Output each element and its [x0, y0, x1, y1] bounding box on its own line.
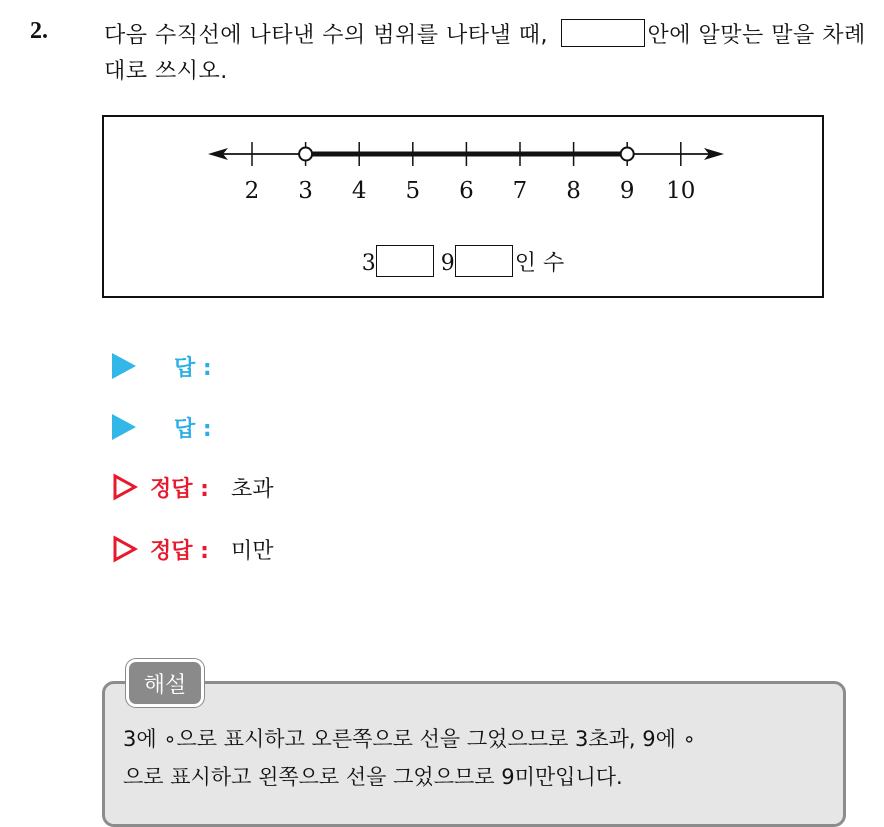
correct-answer-label: 정답 :: [150, 476, 209, 502]
tick-label: 7: [512, 178, 528, 204]
question-text-part1: 다음 수직선에 나타낸 수의 범위를 나타낼 때,: [104, 23, 556, 48]
play-triangle-icon: [112, 414, 136, 440]
tick-label: 9: [619, 178, 635, 204]
explanation-text: [123, 720, 823, 796]
explanation-line-1: 3에 ∘으로 표시하고 오른쪽으로 선을 그었으므로 3초과, 9에 ∘: [123, 727, 696, 751]
tick-label: 8: [566, 178, 581, 204]
outline-triangle-icon: [112, 535, 138, 563]
explanation-tab: 해설: [126, 659, 204, 707]
interval-expression: [104, 245, 822, 277]
question-text-part2: 안에 알맞는 말을 차례대로 쓰시오.: [104, 23, 866, 84]
answer-row-2: [112, 410, 212, 444]
interval-blank-1: [376, 245, 434, 277]
correct-answer-value: 초과: [230, 476, 274, 502]
tick-label: 3: [298, 178, 313, 204]
interval-blank-2: [455, 245, 513, 277]
explanation-line-2: 으로 표시하고 왼쪽으로 선을 그었으므로 9미만입니다.: [123, 765, 623, 789]
interval-right-value: 9: [440, 251, 455, 276]
tick-label: 4: [351, 178, 367, 204]
correct-answer-row-1: [112, 470, 273, 504]
outline-triangle-icon: [112, 473, 138, 501]
tick-label: 10: [666, 178, 696, 204]
tick-label: 5: [405, 178, 421, 204]
correct-answer-row-2: [112, 532, 273, 566]
answer-row-1: [112, 349, 212, 383]
explanation-box: [102, 681, 846, 827]
answer-label: 답 :: [174, 355, 212, 381]
question-number: 2.: [30, 18, 48, 44]
range-end-point: [621, 148, 634, 161]
answer-blank: [561, 19, 645, 47]
number-line-figure: [102, 115, 824, 298]
interval-left-value: 3: [361, 251, 376, 276]
question-text: [104, 18, 874, 90]
correct-answer-value: 미만: [230, 538, 274, 564]
range-start-point: [299, 148, 312, 161]
answer-label: 답 :: [174, 416, 212, 442]
interval-suffix: 인 수: [514, 251, 565, 276]
play-triangle-icon: [112, 353, 136, 379]
tick-label: 6: [459, 178, 474, 204]
correct-answer-label: 정답 :: [150, 538, 209, 564]
tick-label: 2: [244, 178, 260, 204]
